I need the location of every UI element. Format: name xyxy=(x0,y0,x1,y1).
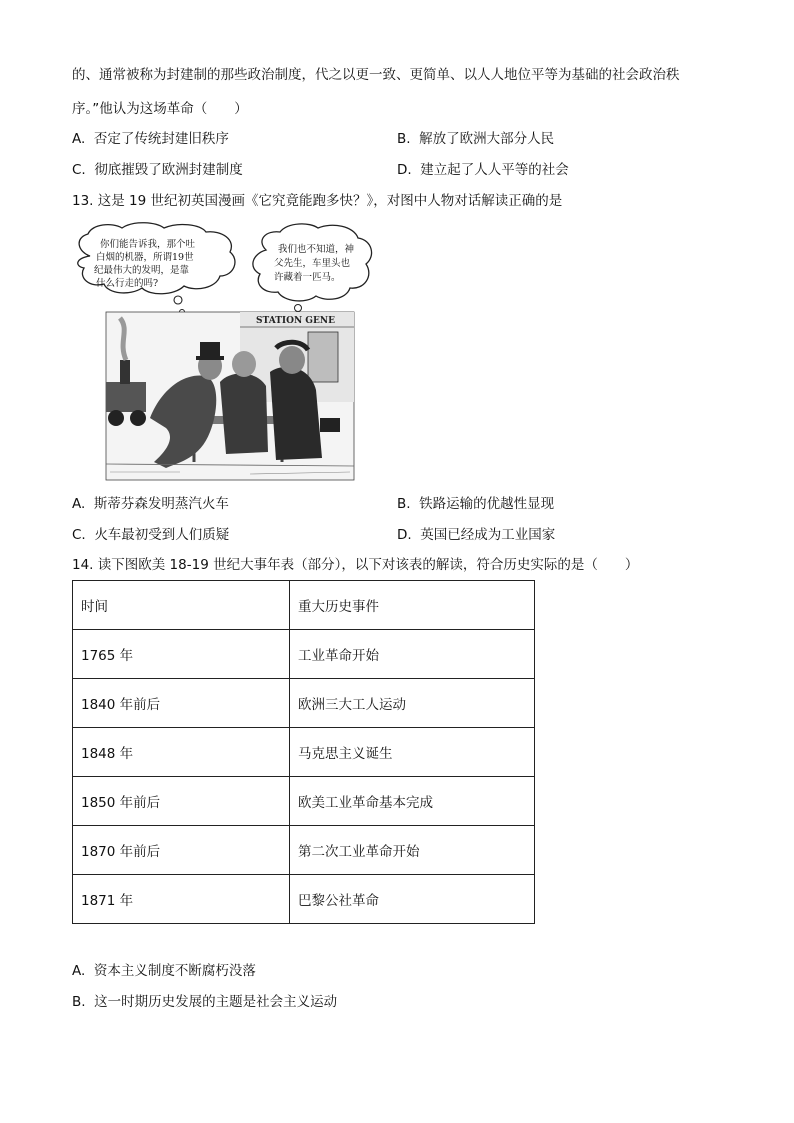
table-row xyxy=(73,777,535,826)
option-key: B. xyxy=(72,994,86,1010)
q12-option-c xyxy=(72,161,243,179)
q13-cartoon-image xyxy=(70,222,380,484)
bubble-right-line: 父先生，车里头也 xyxy=(274,258,351,269)
table-header-cell: 时间 xyxy=(73,581,290,630)
bubble-left-line: 纪最伟大的发明，是靠 xyxy=(94,265,190,276)
q13-option-c xyxy=(72,526,229,544)
table-row xyxy=(73,630,535,679)
option-text: 建立起了人人平等的社会 xyxy=(420,162,569,178)
events-table xyxy=(72,580,535,924)
option-key: B. xyxy=(397,131,411,147)
q13-option-a xyxy=(72,495,229,513)
option-text: 解放了欧洲大部分人民 xyxy=(419,131,555,147)
q14-option-b xyxy=(72,993,337,1011)
bubble-right-line: 许藏着一匹马。 xyxy=(274,272,341,283)
option-text: 斯蒂芬森发明蒸汽火车 xyxy=(93,496,229,512)
table-cell-event: 巴黎公社革命 xyxy=(290,875,535,924)
option-key: B. xyxy=(397,496,411,512)
q12-option-b xyxy=(397,130,554,148)
option-text: 资本主义制度不断腐朽没落 xyxy=(93,963,256,979)
table-header-cell: 重大历史事件 xyxy=(290,581,535,630)
table-cell-time: 1871 年 xyxy=(73,875,290,924)
option-text: 火车最初受到人们质疑 xyxy=(94,527,230,543)
table-cell-event: 第二次工业革命开始 xyxy=(290,826,535,875)
option-text: 这一时期历史发展的主题是社会主义运动 xyxy=(94,994,338,1010)
bubble-left-line: 你们能告诉我，那个吐 xyxy=(100,239,196,250)
bubble-left-line: 白烟的机器，所谓19世 xyxy=(96,252,194,263)
q12-option-d xyxy=(397,161,569,179)
option-key: D. xyxy=(397,162,412,178)
table-row xyxy=(73,728,535,777)
q14-stem: 14. 读下图欧美 18-19 世纪大事年表（部分），以下对该表的解读，符合历史实际的是（ ） xyxy=(72,557,639,573)
q12-stem-line1: 的、通常被称为封建制的那些政治制度，代之以更一致、更简单、以人人地位平等为基础的社会政治秩 xyxy=(72,67,680,83)
cartoon-scene xyxy=(106,312,354,480)
bubble-left-line: 什么行走的吗? xyxy=(96,278,159,289)
table-cell-time: 1870 年前后 xyxy=(73,826,290,875)
option-text: 铁路运输的优越性显现 xyxy=(419,496,555,512)
option-key: D. xyxy=(397,527,412,543)
table-cell-time: 1848 年 xyxy=(73,728,290,777)
table-cell-time: 1840 年前后 xyxy=(73,679,290,728)
option-key: A. xyxy=(72,496,86,512)
table-cell-time: 1850 年前后 xyxy=(73,777,290,826)
q13-option-d xyxy=(397,526,555,544)
speech-bubble-left xyxy=(78,223,235,315)
table-header-row xyxy=(73,581,535,630)
bubble-right-line: 我们也不知道，神 xyxy=(278,244,355,255)
q13-option-b xyxy=(397,495,554,513)
option-text: 英国已经成为工业国家 xyxy=(420,527,556,543)
option-text: 彻底摧毁了欧洲封建制度 xyxy=(94,162,243,178)
option-key: C. xyxy=(72,527,86,543)
table-row xyxy=(73,826,535,875)
q14-option-a xyxy=(72,962,256,980)
table-cell-event: 马克思主义诞生 xyxy=(290,728,535,777)
option-text: 否定了传统封建旧秩序 xyxy=(93,131,229,147)
option-key: A. xyxy=(72,963,86,979)
table-row xyxy=(73,875,535,924)
table-cell-event: 工业革命开始 xyxy=(290,630,535,679)
table-cell-event: 欧美工业革命基本完成 xyxy=(290,777,535,826)
station-sign-text: STATION GENE xyxy=(256,316,335,326)
table-row xyxy=(73,679,535,728)
q12-stem-line2: 序。”他认为这场革命（ ） xyxy=(72,101,248,117)
q13-stem: 13. 这是 19 世纪初英国漫画《它究竟能跑多快？》，对图中人物对话解读正确的是 xyxy=(72,193,563,209)
table-cell-time: 1765 年 xyxy=(73,630,290,679)
speech-bubble-right xyxy=(253,224,372,312)
q12-option-a xyxy=(72,130,229,148)
option-key: C. xyxy=(72,162,86,178)
option-key: A. xyxy=(72,131,86,147)
table-cell-event: 欧洲三大工人运动 xyxy=(290,679,535,728)
